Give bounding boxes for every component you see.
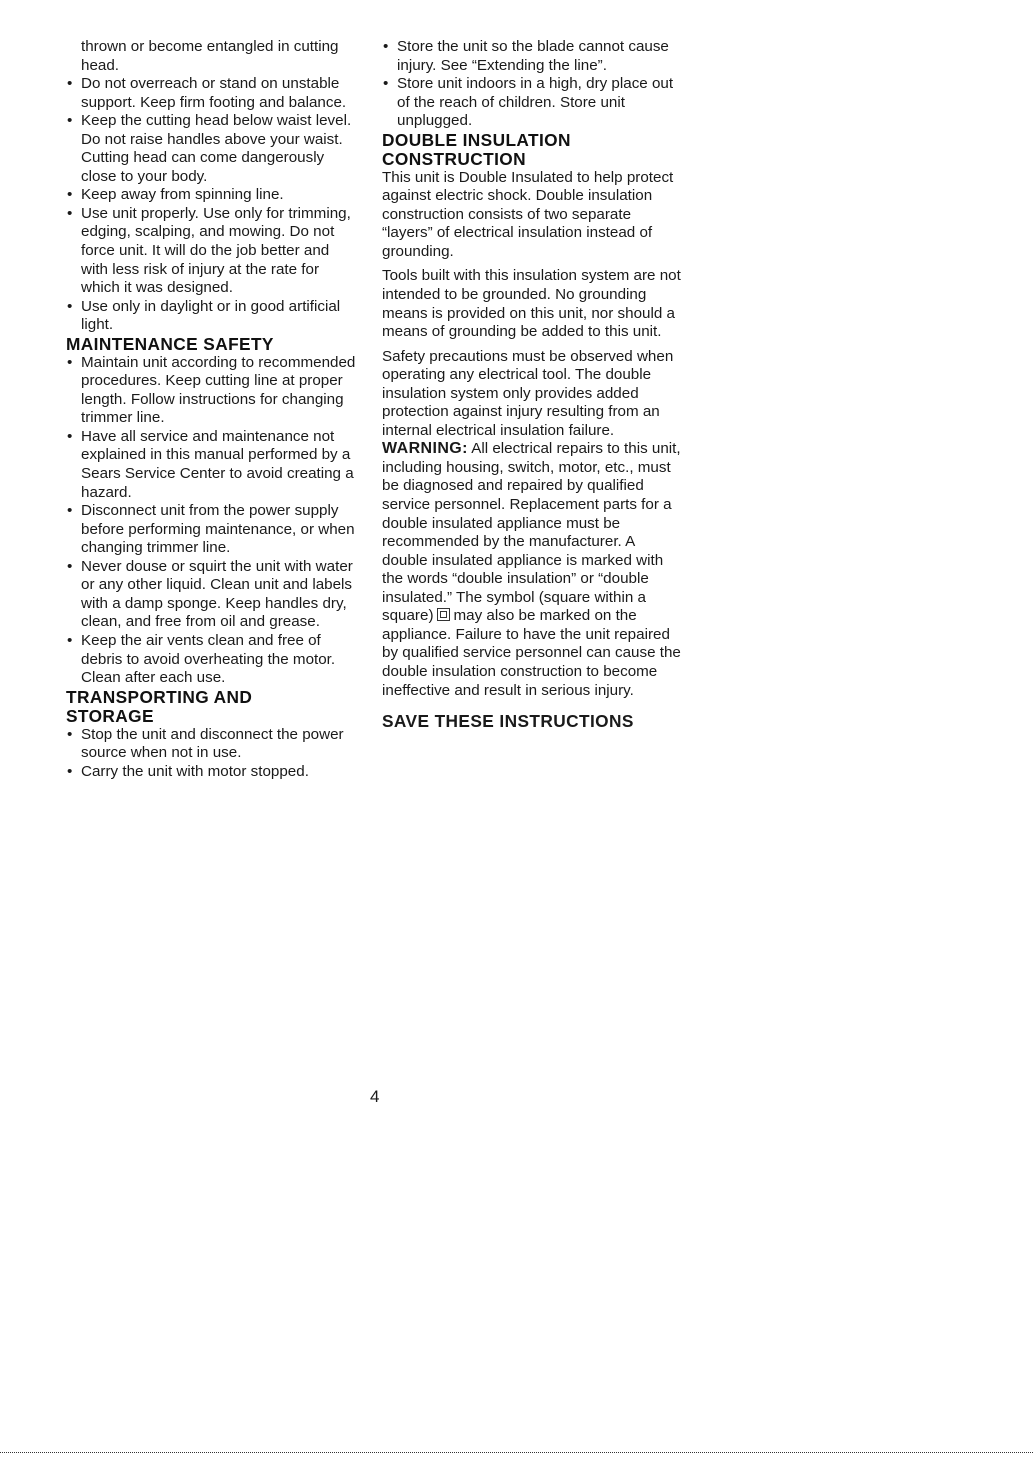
bullet-icon: • bbox=[67, 427, 73, 445]
list-item: • Store unit indoors in a high, dry place out of the reach of children. Store unit unplugged. bbox=[383, 75, 674, 130]
double-insulation-symbol-icon bbox=[437, 608, 450, 621]
list-item: • Store the unit so the blade cannot cause injury. See “Extending the line”. bbox=[383, 38, 669, 74]
page-number: 4 bbox=[370, 1087, 380, 1106]
list-item: • Keep away from spinning line. bbox=[67, 186, 284, 204]
bullet-icon: • bbox=[67, 725, 73, 743]
list-item: • Never douse or squirt the unit with water or any other liquid. Clean unit and labels with a damp sponge. Keep handles dry, clean, and free from oil and grease. bbox=[67, 557, 353, 631]
bullet-icon: • bbox=[67, 502, 73, 520]
bullet-icon: • bbox=[67, 204, 73, 222]
grounding-paragraph: Tools built with this insulation system are not intended to be grounded. No grounding means is provided on this unit, nor should a means of grounding be added to this unit. bbox=[382, 267, 681, 341]
bullet-icon: • bbox=[67, 112, 73, 130]
safety-precautions-paragraph: Safety precautions must be observed when operating any electrical tool. The double insulation system only provides added protection against injury resulting from an internal electrical insulation failure. bbox=[382, 347, 674, 439]
bullet-icon: • bbox=[67, 557, 73, 575]
list-item: • Keep the cutting head below waist level. Do not raise handles above your waist. Cutting head can come dangerously close to your body. bbox=[67, 112, 352, 185]
list-item: • Carry the unit with motor stopped. bbox=[67, 762, 309, 780]
list-item: • Do not overreach or stand on unstable support. Keep firm footing and balance. bbox=[67, 75, 347, 111]
double-insulation-heading: DOUBLE INSULATION CONSTRUCTION bbox=[382, 129, 571, 169]
list-item: • Use only in daylight or in good artificial light. bbox=[67, 297, 341, 334]
warning-paragraph: WARNING: All electrical repairs to this unit, including housing, switch, motor, etc., must be diagnosed and repaired by qualified service personnel. Replacement parts for a double insulated appliance must be recommended by the manufacturer. A double insulated appliance is marked with the words “double insulation” or “double insulated.” The symbol (square within a square) may also be marked on the appliance. Failure to have the unit repaired by qualified service personnel can cause the double insulation construction to become ineffective and result in serious injury. bbox=[382, 440, 681, 699]
list-item: • Stop the unit and disconnect the power source when not in use. bbox=[67, 725, 344, 762]
list-item: • Maintain unit according to recommended procedures. Keep cutting line at proper length. Follow instructions for changing trimmer line. bbox=[67, 353, 356, 427]
bullet-icon: • bbox=[67, 186, 73, 204]
bullet-icon: • bbox=[67, 353, 73, 371]
bullet-icon: • bbox=[383, 38, 389, 55]
bullet-icon: • bbox=[383, 75, 389, 93]
right-column bbox=[382, 38, 682, 731]
transporting-storage-heading: TRANSPORTING AND STORAGE bbox=[66, 686, 253, 726]
bullet-icon: • bbox=[67, 75, 73, 93]
save-instructions-heading: SAVE THESE INSTRUCTIONS bbox=[382, 711, 634, 732]
list-item: • Disconnect unit from the power supply before performing maintenance, or when changing trimmer line. bbox=[67, 502, 355, 557]
list-item: • Use unit properly. Use only for trimming, edging, scalping, and mowing. Do not force unit. It will do the job better and with less risk of injury at the rate for which it was designed. bbox=[67, 204, 351, 297]
warning-label: WARNING: bbox=[382, 440, 468, 458]
list-item: • Keep the air vents clean and free of debris to avoid overheating the motor. Clean after each use. bbox=[67, 631, 336, 687]
bottom-divider bbox=[0, 1452, 1033, 1453]
double-insulation-paragraph: This unit is Double Insulated to help protect against electric shock. Double insulation construction consists of two separate “layers” of electrical insulation instead of grounding. bbox=[382, 168, 674, 260]
continuation-text: thrown or become entangled in cutting head. bbox=[81, 38, 339, 74]
bullet-icon: • bbox=[67, 762, 73, 780]
maintenance-safety-heading: MAINTENANCE SAFETY bbox=[66, 333, 274, 354]
bullet-icon: • bbox=[67, 631, 73, 649]
bullet-icon: • bbox=[67, 297, 73, 315]
list-item: • Have all service and maintenance not explained in this manual performed by a Sears Service Center to avoid creating a hazard. bbox=[67, 427, 354, 501]
left-column bbox=[66, 38, 356, 781]
